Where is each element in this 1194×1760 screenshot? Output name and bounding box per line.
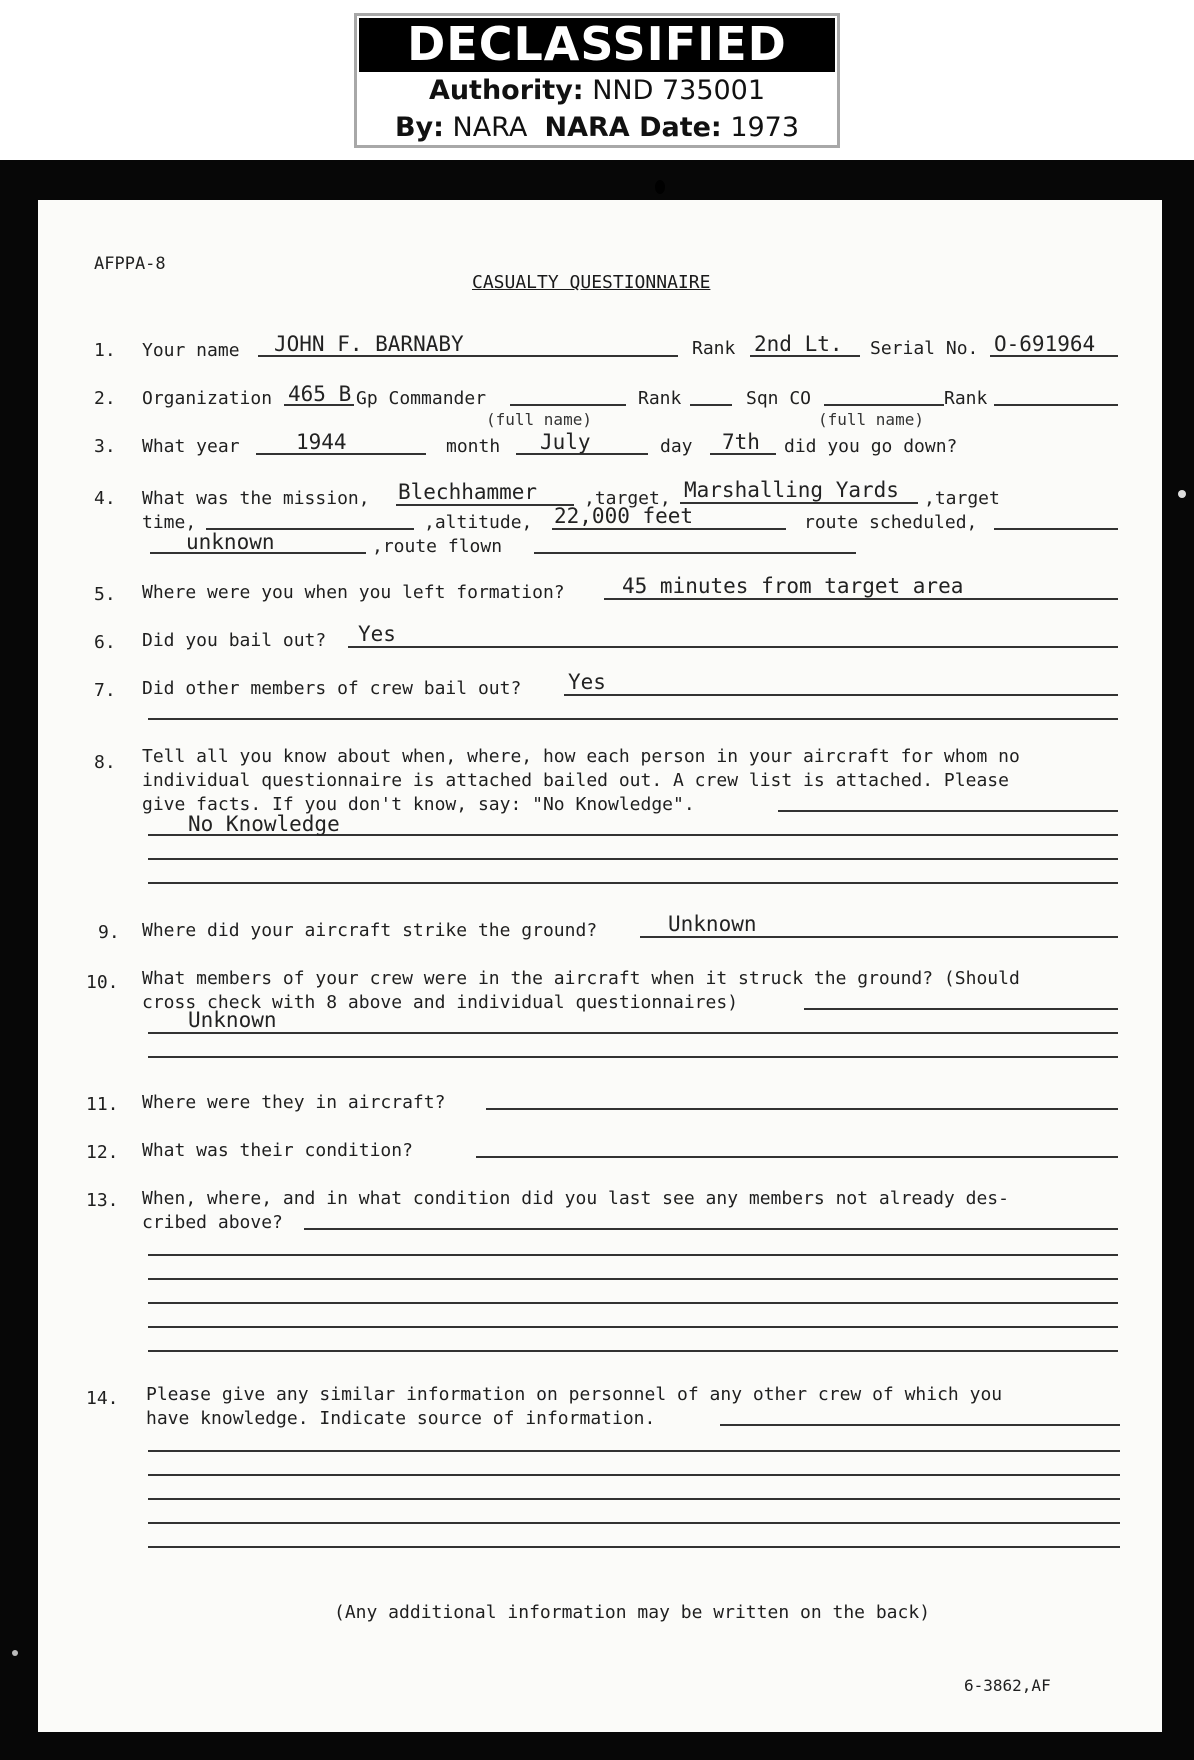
q4-mission-label: What was the mission, — [142, 488, 370, 509]
q3-month: July — [540, 430, 591, 454]
q2-sqn-line — [824, 404, 944, 406]
q9-label: Where did your aircraft strike the ground? — [142, 920, 598, 941]
q9-line — [640, 936, 1118, 938]
q14-line-e — [148, 1522, 1120, 1524]
q6-number: 6. — [94, 632, 116, 653]
q1-name: JOHN F. BARNABY — [274, 332, 464, 356]
q6-label: Did you bail out? — [142, 630, 327, 651]
q7-line-2 — [148, 718, 1118, 720]
q2-rank2-line — [994, 404, 1118, 406]
q4-target-line — [680, 502, 918, 504]
q13-line-f — [148, 1350, 1118, 1352]
q10-line-b — [148, 1032, 1118, 1034]
q7-answer: Yes — [568, 670, 606, 694]
q8-line-d — [148, 882, 1118, 884]
q13-line-e — [148, 1326, 1118, 1328]
q4-mission-line — [396, 504, 574, 506]
q12-line — [476, 1156, 1118, 1158]
q13-line1: When, where, and in what condition did you last see any members not already des- — [142, 1188, 1009, 1209]
q9-number: 9. — [98, 922, 120, 943]
q6-answer: Yes — [358, 622, 396, 646]
q5-answer: 45 minutes from target area — [622, 574, 964, 598]
q8-answer: No Knowledge — [188, 812, 340, 836]
q4-altitude: 22,000 feet — [554, 504, 694, 528]
q4-route-scheduled-label: route scheduled, — [804, 512, 978, 533]
q5-line — [604, 598, 1118, 600]
q10-line-c — [148, 1056, 1118, 1058]
q2-org-label: Organization — [142, 388, 273, 409]
q3-year: 1944 — [296, 430, 347, 454]
q11-number: 11. — [86, 1094, 119, 1115]
footer-note: (Any additional information may be written on the back) — [334, 1602, 931, 1623]
q13-line-d — [148, 1302, 1118, 1304]
q14-number: 14. — [86, 1388, 119, 1409]
q1-rank-label: Rank — [692, 338, 736, 359]
q14-line1: Please give any similar information on personnel of any other crew of which you — [146, 1384, 1003, 1405]
q1-serial: O-691964 — [994, 332, 1096, 356]
q4-mission: Blechhammer — [398, 480, 538, 504]
q8-line2: individual questionnaire is attached bailed out. A crew list is attached. Please — [142, 770, 1009, 791]
q3-day: 7th — [722, 430, 760, 454]
q4-route-scheduled-line — [994, 528, 1118, 530]
q2-gp-commander-label: Gp Commander — [356, 388, 487, 409]
form-title: CASUALTY QUESTIONNAIRE — [472, 272, 711, 293]
q9-answer: Unknown — [668, 912, 757, 936]
q13-line-c — [148, 1278, 1118, 1280]
q12-number: 12. — [86, 1142, 119, 1163]
q14-line-f — [148, 1546, 1120, 1548]
q10-line-a — [804, 1008, 1118, 1010]
q4-altitude-line — [552, 528, 786, 530]
stamp-heading: DECLASSIFIED — [359, 18, 835, 72]
q7-label: Did other members of crew bail out? — [142, 678, 522, 699]
form-number: 6-3862,AF — [964, 1676, 1051, 1695]
q2-full-name-note-1: (full name) — [486, 410, 592, 429]
q5-number: 5. — [94, 584, 116, 605]
q1-label: Your name — [142, 340, 240, 361]
q10-number: 10. — [86, 972, 119, 993]
q13-number: 13. — [86, 1190, 119, 1211]
q8-line-a — [778, 810, 1118, 812]
q10-line2: cross check with 8 above and individual questionnaires) — [142, 992, 739, 1013]
q3-day-label: day — [660, 436, 693, 457]
form-ref: AFPPA-8 — [94, 254, 166, 274]
q2-number: 2. — [94, 388, 116, 409]
q4-time-label: time, — [142, 512, 197, 533]
q13-line-b — [148, 1254, 1118, 1256]
q10-line1: What members of your crew were in the aircraft when it struck the ground? (Should — [142, 968, 1020, 989]
q8-line-c — [148, 858, 1118, 860]
q1-serial-label: Serial No. — [870, 338, 979, 359]
q14-line-d — [148, 1498, 1120, 1500]
q3-month-label: month — [446, 436, 501, 457]
q12-label: What was their condition? — [142, 1140, 413, 1161]
q1-number: 1. — [94, 340, 116, 361]
q7-line — [564, 694, 1118, 696]
q4-route-scheduled: unknown — [186, 530, 275, 554]
q14-line2: have knowledge. Indicate source of information. — [146, 1408, 656, 1429]
q2-rank-label: Rank — [638, 388, 682, 409]
q14-line-a — [720, 1424, 1120, 1426]
q8-number: 8. — [94, 752, 116, 773]
q13-line-a — [304, 1228, 1118, 1230]
q4-route-flown-line — [534, 552, 856, 554]
q6-line — [348, 646, 1118, 648]
q4-route-flown-label: ,route flown — [372, 536, 503, 557]
q3-tail: did you go down? — [784, 436, 958, 457]
stamp-authority: Authority: NND 735001 — [428, 75, 766, 106]
q11-line — [486, 1108, 1118, 1110]
stamp-by-date: By: NARA NARA Date: 1973 — [394, 112, 800, 143]
q4-number: 4. — [94, 488, 116, 509]
q8-line1: Tell all you know about when, where, how each person in your aircraft for whom no — [142, 746, 1020, 767]
q3-year-label: What year — [142, 436, 240, 457]
q4-target: Marshalling Yards — [684, 478, 899, 502]
q4-altitude-label: ,altitude, — [424, 512, 533, 533]
q2-sqn-label: Sqn CO — [746, 388, 812, 409]
q14-line-c — [148, 1474, 1120, 1476]
q13-line2: cribed above? — [142, 1212, 283, 1233]
scanned-document — [0, 160, 1194, 1760]
declassified-stamp — [354, 13, 840, 148]
q11-label: Where were they in aircraft? — [142, 1092, 446, 1113]
q14-line-b — [148, 1450, 1120, 1452]
q2-rank2-label: Rank — [944, 388, 988, 409]
q8-line3: give facts. If you don't know, say: "No Knowledge". — [142, 794, 695, 815]
questionnaire-page — [38, 200, 1162, 1732]
q3-number: 3. — [94, 436, 116, 457]
q7-number: 7. — [94, 680, 116, 701]
q2-rank-line — [690, 404, 732, 406]
q2-full-name-note-2: (full name) — [818, 410, 924, 429]
q4-target-label: ,target, — [584, 488, 671, 509]
q1-rank: 2nd Lt. — [754, 332, 843, 356]
q2-gp-commander-line — [510, 404, 626, 406]
q5-label: Where were you when you left formation? — [142, 582, 565, 603]
q10-answer: Unknown — [188, 1008, 277, 1032]
q4-target2-label: ,target — [924, 488, 1000, 509]
q2-org: 465 B — [288, 382, 352, 406]
